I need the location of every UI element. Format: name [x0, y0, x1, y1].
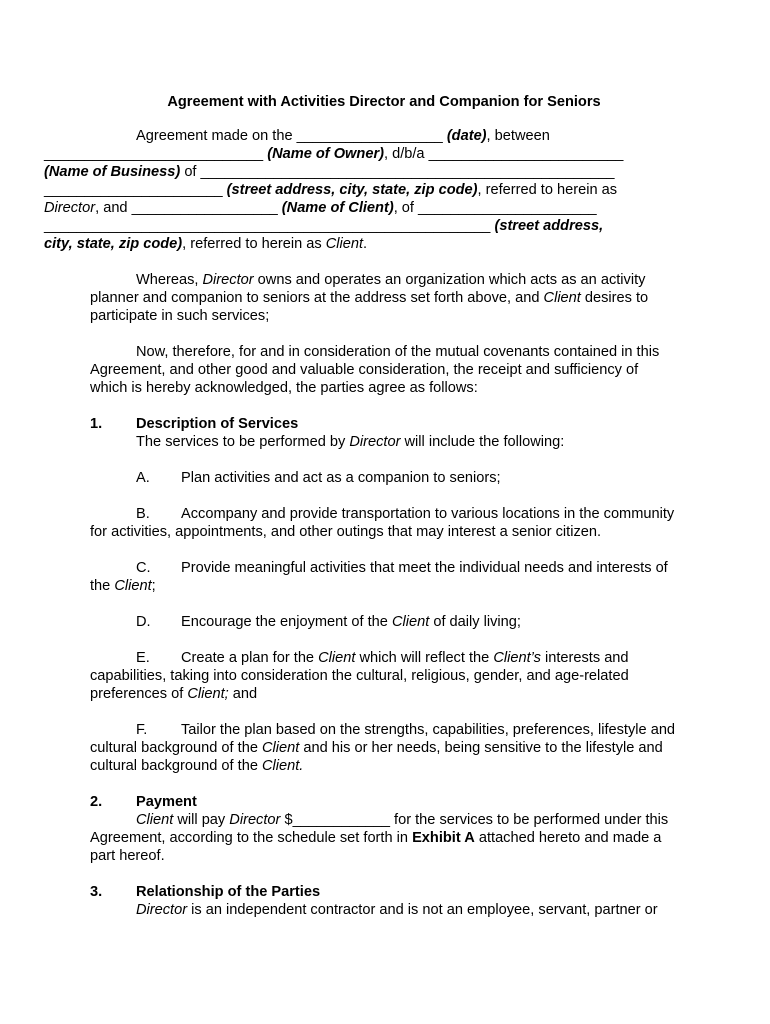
intro-referred-2: , referred to herein as	[182, 236, 322, 252]
client-blank: __________________	[131, 200, 278, 216]
item-f-client-end: Client.	[262, 758, 304, 774]
intro-dba: , d/b/a	[383, 146, 425, 162]
section-2-heading	[90, 793, 678, 811]
now-therefore-paragraph: Now, therefore, for and in consideration of the mutual covenants contained in this Agreement, and other good and valuable consideration, the receipt and sufficiency of which is hereby acknowledged, the parties agree as follows:	[90, 344, 660, 396]
section-1-item-e	[90, 649, 678, 703]
item-f-text-b: and his or her needs, being sensitive to the lifestyle and cultural background of the	[90, 740, 663, 774]
s2-exhibit: Exhibit A	[412, 830, 475, 846]
date-label: (date)	[446, 128, 487, 144]
s1-director: Director	[349, 434, 401, 450]
intro-made-on: Agreement made on the	[136, 128, 293, 144]
item-e-client-semi: Client;	[187, 686, 229, 702]
section-3-body	[90, 901, 678, 919]
item-d-letter: D.	[136, 614, 151, 630]
item-c-text-b: ;	[151, 578, 156, 594]
s1-lead-a: The services to be performed by	[136, 434, 346, 450]
item-e-letter: E.	[136, 650, 150, 666]
intro-referred-1: , referred to herein as	[477, 182, 618, 198]
item-f-client: Client	[262, 740, 300, 756]
section-1-item-a	[90, 469, 678, 487]
address1-label: (street address, city, state, zip code)	[226, 182, 478, 198]
item-e-text-b: which will reflect the	[359, 650, 490, 666]
intro-client: Client	[325, 236, 364, 252]
s2-text-a: for the services to be performed under this Agreement, according to the schedule set forth in	[90, 812, 669, 846]
owner-label: (Name of Owner)	[267, 146, 384, 162]
date-blank: __________________	[296, 128, 443, 144]
item-e-client-pos: Client’s	[493, 650, 541, 666]
payment-amount-blank: $____________	[284, 812, 390, 828]
s2-client: Client	[136, 812, 174, 828]
s3-text: is an independent contractor and is not an employee, servant, partner or	[191, 902, 658, 918]
item-e-client: Client	[318, 650, 356, 666]
client-label: (Name of Client)	[281, 200, 394, 216]
whereas-c: desires to participate in such services;	[90, 290, 649, 324]
item-f-letter: F.	[136, 722, 148, 738]
section-1-title: Description of Services	[136, 416, 299, 432]
section-1-item-b	[90, 505, 678, 541]
intro-director: Director	[44, 200, 96, 216]
whereas-b: owns and operates an organization which acts as an activity planner and companion to seniors at the address set forth above, and	[90, 272, 646, 306]
item-d-text-b: of daily living;	[433, 614, 521, 630]
item-e-text-c: interests and capabilities, taking into consideration the cultural, religious, gender, and age-related preferences of	[90, 650, 629, 702]
item-d-client: Client	[391, 614, 430, 630]
whereas-director: Director	[202, 272, 254, 288]
intro-paragraph	[44, 127, 678, 253]
item-b-text: Accompany and provide transportation to various locations in the community for activities, appointments, and other outings that may interest a senior citizen.	[90, 506, 675, 540]
section-3-heading	[90, 883, 678, 901]
intro-of-1: of	[184, 164, 197, 180]
item-e-text-d: and	[232, 686, 258, 702]
item-c-text-a: Provide meaningful activities that meet the individual needs and interests of the	[90, 560, 668, 594]
whereas-client: Client	[543, 290, 581, 306]
owner-blank: ___________________________	[44, 146, 264, 162]
document-title: Agreement with Activities Director and Companion for Seniors	[167, 94, 601, 110]
item-b-letter: B.	[136, 506, 150, 522]
item-e-text-a: Create a plan for the	[181, 650, 315, 666]
address2-blank: ______________________	[418, 200, 597, 216]
address2-blank-b: _______________________________________________________	[44, 218, 491, 234]
section-3-number: 3.	[90, 884, 103, 900]
section-2-number: 2.	[90, 794, 103, 810]
address2-label-a: (street address,	[494, 218, 604, 234]
document-page	[44, 93, 678, 919]
whereas-paragraph	[90, 271, 678, 325]
business-label: (Name of Business)	[44, 164, 181, 180]
intro-of-2: , of	[393, 200, 414, 216]
item-a-text: Plan activities and act as a companion to seniors;	[181, 470, 501, 486]
section-1-item-d	[90, 613, 678, 631]
whereas-a: Whereas,	[136, 272, 199, 288]
item-c-client: Client	[114, 578, 152, 594]
section-2-body	[90, 811, 678, 865]
item-a-letter: A.	[136, 470, 150, 486]
intro-and: , and	[95, 200, 128, 216]
address1-blank-b: ______________________	[44, 182, 223, 198]
s2-will-pay: will pay	[177, 812, 226, 828]
address1-blank: ___________________________________________________	[200, 164, 615, 180]
s2-text-b: attached hereto and made a part hereof.	[90, 830, 662, 864]
item-f-text-a: Tailor the plan based on the strengths, capabilities, preferences, lifestyle and cultural background of the	[90, 722, 676, 756]
section-1-item-c	[90, 559, 678, 595]
s3-director: Director	[136, 902, 188, 918]
section-3-title: Relationship of the Parties	[136, 884, 321, 900]
address2-label-b: city, state, zip code)	[44, 236, 183, 252]
section-1-number: 1.	[90, 416, 103, 432]
dba-blank: ________________________	[428, 146, 624, 162]
section-2-title: Payment	[136, 794, 197, 810]
intro-period: .	[363, 236, 368, 252]
intro-between: , between	[486, 128, 550, 144]
s1-lead-b: will include the following:	[404, 434, 565, 450]
item-c-letter: C.	[136, 560, 151, 576]
section-1-item-f	[90, 721, 678, 775]
section-1-lead	[90, 433, 678, 451]
section-1-heading	[90, 415, 678, 433]
s2-director: Director	[229, 812, 281, 828]
item-d-text-a: Encourage the enjoyment of the	[181, 614, 388, 630]
